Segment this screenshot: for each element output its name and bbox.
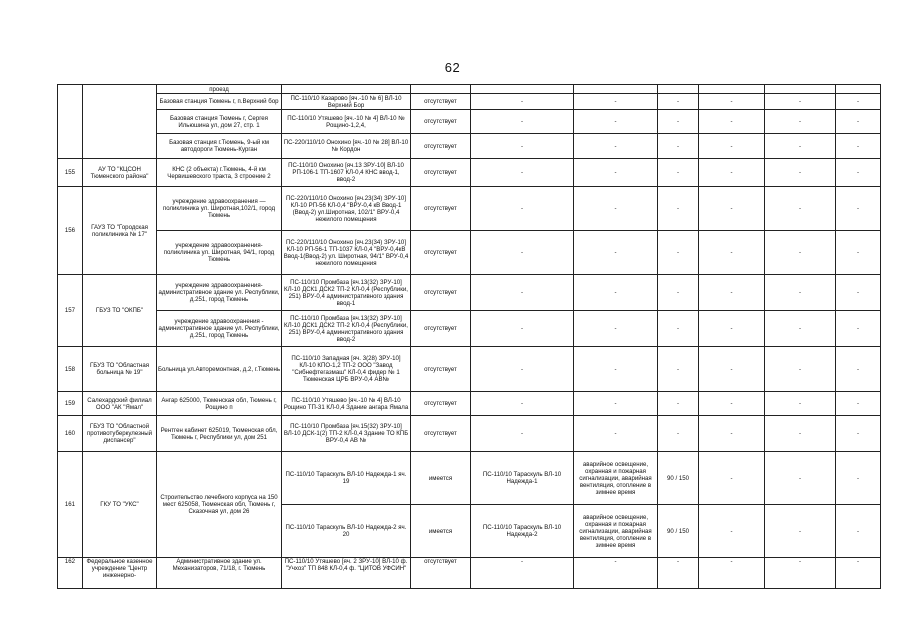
cell-11: -: [836, 311, 881, 347]
power-feed: ПС-110/10 Промбаза [яч.13(32) ЗРУ-10] КЛ-10 ДСК1 ДСК2 ТП-2 КЛ-0,4 (Республики, 251) ВРУ-0,4 административного здания ввод-2: [282, 311, 411, 347]
reserve-feed: -: [471, 392, 574, 416]
table-row: [58, 231, 881, 275]
cell-9: -: [699, 134, 765, 159]
reserve-feed: ПС-110/10 Тараскуль ВЛ-10 Надежда-1: [471, 452, 574, 505]
cell-11: -: [836, 159, 881, 187]
equipment-list: -: [574, 231, 658, 275]
organization-name: Салехардский филиал ООО "АК "Ямал": [83, 392, 157, 416]
table-row: [58, 275, 881, 311]
power-feed: ПС-220/110/10 Онохино [яч.23(34) ЗРУ-10] КЛ-10 РП-56-1 ТП-1037 КЛ-0,4 "ВРУ-0,4кВ Ввод-1(Ввод-2) ул. Широтная, 94/1" ВРУ-0,4 нежилого помещения: [282, 231, 411, 275]
cell-11: -: [836, 94, 881, 110]
table-row: [58, 311, 881, 347]
organization-name: АУ ТО "КЦСОН Тюменского района": [83, 159, 157, 187]
cell-11: -: [836, 392, 881, 416]
cell-10: -: [765, 94, 836, 110]
object-address: учреждение здравоохранения — поликлиника ул. Широтная,102/1, город Тюмень: [157, 187, 282, 231]
cell-10: -: [765, 134, 836, 159]
power-feed: ПС-110/10 Промбаза [яч.15(32) ЗРУ-10] ВЛ-10 ДСК-1(2) ТП-2 КЛ-0,4 Здание ТО КПБ ВРУ-0,4 АВ №: [282, 416, 411, 452]
equipment-list: -: [574, 134, 658, 159]
object-address: Базовая станция Тюмень г, Сергея Ильюшина ул, дом 27, стр. 1: [157, 110, 282, 134]
table-row: [58, 94, 881, 110]
cell-9: -: [699, 416, 765, 452]
equipment-list: аварийное освещение, охранная и пожарная сигнализации, аварийная вентиляция, отопление в зимнее время: [574, 452, 658, 505]
table-row: [58, 392, 881, 416]
object-address: проезд: [157, 85, 282, 94]
cell-9: -: [699, 452, 765, 505]
cell-9: -: [699, 231, 765, 275]
cell-10: -: [765, 347, 836, 392]
cell-10: -: [765, 416, 836, 452]
row-number: 156: [58, 187, 83, 275]
reserve-feed: -: [471, 110, 574, 134]
reserve-feed: ПС-110/10 Тараскуль ВЛ-10 Надежда-2: [471, 505, 574, 558]
row-number: [58, 85, 83, 159]
load-value: -: [658, 134, 699, 159]
reserve-source: отсутствует: [411, 347, 471, 392]
cell-11: [836, 85, 881, 94]
row-number: 155: [58, 159, 83, 187]
power-feed: ПС-110/10 Утяшево [яч.-10 № 4] ВЛ-10 № Рощино-1,2,4,: [282, 110, 411, 134]
power-feed: ПС-110/10 Тараскуль ВЛ-10 Надежда-1 яч. 19: [282, 452, 411, 505]
organization-name: ГБУЗ ТО "Областная больница № 19": [83, 347, 157, 392]
page-number: 62: [444, 60, 461, 75]
object-address: Ангар 625000, Тюменская обл, Тюмень г, Рощино п: [157, 392, 282, 416]
cell-9: -: [699, 275, 765, 311]
object-address: Базовая станция Тюмень г, п.Верхний бор: [157, 94, 282, 110]
reserve-feed: -: [471, 347, 574, 392]
power-feed: ПС-110/10 Утяшево [яч.-10 № 4] ВЛ-10 Рощино ТП-31 КЛ-0,4 Здание ангара Ямала: [282, 392, 411, 416]
load-value: 90 / 150: [658, 505, 699, 558]
cell-10: -: [765, 392, 836, 416]
reserve-feed: -: [471, 159, 574, 187]
load-value: -: [658, 94, 699, 110]
organization-name: ГАУЗ ТО "Городская поликлиника № 17": [83, 187, 157, 275]
table-row: [58, 558, 881, 589]
power-feed: ПС-110/10 Тараскуль ВЛ-10 Надежда-2 яч. 20: [282, 505, 411, 558]
load-value: 90 / 150: [658, 452, 699, 505]
cell-10: -: [765, 187, 836, 231]
reserve-source: отсутствует: [411, 392, 471, 416]
cell-10: -: [765, 558, 836, 589]
reserve-source: отсутствует: [411, 134, 471, 159]
reserve-feed: -: [471, 231, 574, 275]
load-value: -: [658, 159, 699, 187]
organization-name: ГКУ ТО "УКС": [83, 452, 157, 558]
cell-9: -: [699, 347, 765, 392]
row-number: 158: [58, 347, 83, 392]
organization-name: Федеральное казенное учреждение "Центр инженерно-: [83, 558, 157, 589]
row-number: 160: [58, 416, 83, 452]
cell-10: -: [765, 505, 836, 558]
table-row: [58, 187, 881, 231]
power-feed: ПС-220/110/10 Онохино [яч.23(34) ЗРУ-10] КЛ-10 РП-56 КЛ-0,4 "ВРУ-0,4 кВ Ввод-1 (Ввод-2) ул.Широтная, 102/1" ВРУ-0,4 нежилого помещения: [282, 187, 411, 231]
object-address: учреждение здравоохранения - административное здание ул. Республики, д.251, город Тюмень: [157, 311, 282, 347]
row-number: 162: [58, 558, 83, 589]
cell-11: -: [836, 275, 881, 311]
organization-name: [83, 85, 157, 159]
reserve-source: отсутствует: [411, 311, 471, 347]
cell-11: -: [836, 187, 881, 231]
equipment-list: -: [574, 416, 658, 452]
table-row: [58, 452, 881, 505]
equipment-list: -: [574, 94, 658, 110]
equipment-list: -: [574, 392, 658, 416]
power-feed: ПС-110/10 Казарово [яч.-10 № 6] ВЛ-10 Верхний Бор: [282, 94, 411, 110]
reserve-feed: -: [471, 416, 574, 452]
object-address: Базовая станция г.Тюмень, 9-ый км автодороги Тюмень-Курган: [157, 134, 282, 159]
equipment-list: -: [574, 347, 658, 392]
cell-11: -: [836, 558, 881, 589]
table-row: [58, 416, 881, 452]
reserve-source: отсутствует: [411, 187, 471, 231]
load-value: [658, 85, 699, 94]
load-value: -: [658, 558, 699, 589]
equipment-list: -: [574, 311, 658, 347]
power-feed: ПС-110/10 Утяшево [яч. 2 ЗРУ-10] ВЛ-10 ф. "Учхоз" ТП 848 КЛ-0,4 ф. "ЦИТОВ УФСИН": [282, 558, 411, 589]
power-feed: ПС-220/110/10 Онохино [яч.-10 № 28] ВЛ-10 № Кордон: [282, 134, 411, 159]
row-number: 161: [58, 452, 83, 558]
equipment-list: аварийное освещение, охранная и пожарная сигнализации, аварийная вентиляция, отопление в зимнее время: [574, 505, 658, 558]
row-number: 159: [58, 392, 83, 416]
object-address: Административное здание ул. Механизаторов, 71/18, г. Тюмень: [157, 558, 282, 589]
reserve-source: отсутствует: [411, 94, 471, 110]
table-row: [58, 134, 881, 159]
table-row: [58, 85, 881, 94]
cell-9: -: [699, 110, 765, 134]
cell-9: -: [699, 505, 765, 558]
load-value: -: [658, 347, 699, 392]
cell-11: -: [836, 110, 881, 134]
cell-11: -: [836, 231, 881, 275]
cell-10: -: [765, 311, 836, 347]
cell-10: -: [765, 275, 836, 311]
cell-10: -: [765, 452, 836, 505]
reserve-feed: -: [471, 187, 574, 231]
cell-10: [765, 85, 836, 94]
cell-9: -: [699, 392, 765, 416]
object-address: Рентген кабинет 625019, Тюменская обл, Тюмень г, Республики ул, дом 251: [157, 416, 282, 452]
object-address: КНС (2 объекта) г.Тюмень, 4-й км Червишевского тракта, 3 строение 2: [157, 159, 282, 187]
organization-name: ГБУЗ ТО "Областной противотуберкулезный диспансер": [83, 416, 157, 452]
load-value: -: [658, 416, 699, 452]
object-address: учреждение здравоохранения-поликлиника ул. Широтная, 94/1, город Тюмень: [157, 231, 282, 275]
cell-11: -: [836, 347, 881, 392]
reserve-source: имеется: [411, 452, 471, 505]
load-value: -: [658, 311, 699, 347]
cell-9: [699, 85, 765, 94]
object-address: учреждение здравоохранения-административное здание ул. Республики, д.251, город Тюмень: [157, 275, 282, 311]
cell-11: -: [836, 134, 881, 159]
cell-10: -: [765, 110, 836, 134]
equipment-list: -: [574, 558, 658, 589]
table-row: [58, 110, 881, 134]
organization-name: ГБУЗ ТО "ОКПБ": [83, 275, 157, 347]
power-feed: ПС-110/10 Промбаза [яч.13(32) ЗРУ-10] КЛ-10 ДСК1 ДСК2 ТП-2 КЛ-0,4 (Республики, 251) ВРУ-0,4 административного здания ввод-1: [282, 275, 411, 311]
reserve-feed: -: [471, 94, 574, 110]
equipment-list: -: [574, 275, 658, 311]
cell-11: -: [836, 505, 881, 558]
power-feed: ПС-110/10 Онохино [яч.13 ЗРУ-10] ВЛ-10 РП-106-1 ТП-1607 КЛ-0,4 КНС ввод-1, ввод-2: [282, 159, 411, 187]
object-address: Больница ул.Авторемонтная, д.2, г.Тюмень: [157, 347, 282, 392]
cell-9: -: [699, 187, 765, 231]
data-table: [57, 84, 881, 589]
power-feed: ПС-110/10 Западная [яч. 3(28) ЗРУ-10] КЛ-10 КПО-1,2 ТП-2 ООО "Завод "Сибнефтегазмаш" КЛ-0,4 фидер № 1 Тюменская ЦРБ ВРУ-0,4 АВ№: [282, 347, 411, 392]
cell-11: -: [836, 416, 881, 452]
load-value: -: [658, 187, 699, 231]
reserve-feed: -: [471, 275, 574, 311]
load-value: -: [658, 110, 699, 134]
cell-11: -: [836, 452, 881, 505]
cell-9: -: [699, 94, 765, 110]
load-value: -: [658, 392, 699, 416]
reserve-source: отсутствует: [411, 558, 471, 589]
equipment-list: -: [574, 187, 658, 231]
reserve-source: отсутствует: [411, 159, 471, 187]
cell-9: -: [699, 558, 765, 589]
reserve-feed: -: [471, 134, 574, 159]
reserve-source: отсутствует: [411, 110, 471, 134]
cell-10: -: [765, 159, 836, 187]
cell-9: -: [699, 311, 765, 347]
equipment-list: -: [574, 159, 658, 187]
reserve-source: отсутствует: [411, 416, 471, 452]
row-number: 157: [58, 275, 83, 347]
cell-10: -: [765, 231, 836, 275]
reserve-source: отсутствует: [411, 231, 471, 275]
equipment-list: [574, 85, 658, 94]
reserve-source: отсутствует: [411, 275, 471, 311]
reserve-source: имеется: [411, 505, 471, 558]
table-row: [58, 347, 881, 392]
reserve-feed: -: [471, 311, 574, 347]
object-address: Строительство лечебного корпуса на 150 мест 625058, Тюменская обл, Тюмень г, Сказочная ул, дом 26: [157, 452, 282, 558]
cell-9: -: [699, 159, 765, 187]
reserve-feed: -: [471, 558, 574, 589]
reserve-feed: [471, 85, 574, 94]
load-value: -: [658, 231, 699, 275]
load-value: -: [658, 275, 699, 311]
equipment-list: -: [574, 110, 658, 134]
reserve-source: [411, 85, 471, 94]
table-row: [58, 159, 881, 187]
power-feed: [282, 85, 411, 94]
